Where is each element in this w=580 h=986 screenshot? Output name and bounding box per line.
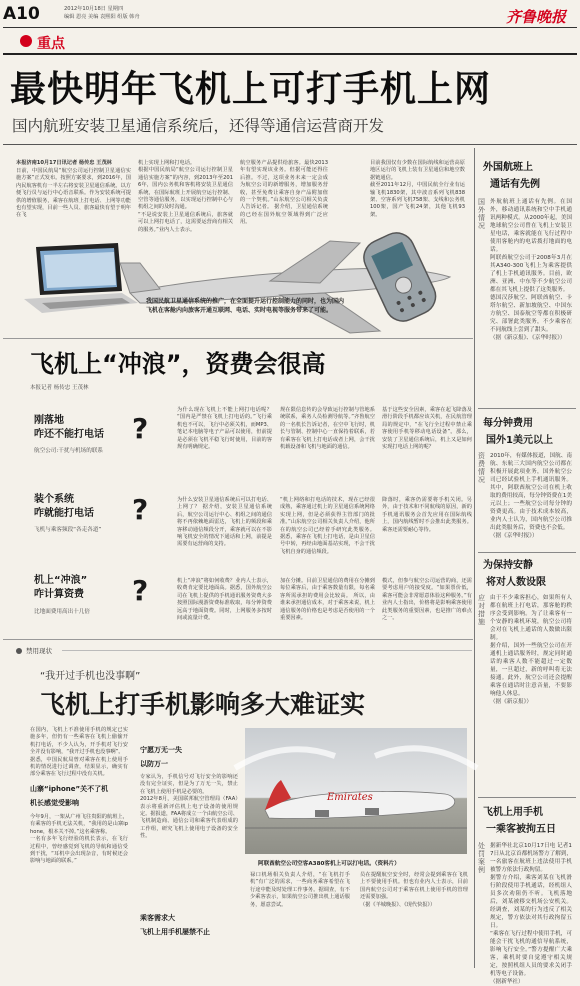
- sec3-title: 飞机上打手机影响多大难证实: [40, 690, 366, 719]
- sec3-col3: 禄口机场相关负责人介绍，“在飞机打手机”有广泛的需求，一些商务乘客希望在飞行途中能及时处理工作事务。据调查，有不少乘客表示，如果航空公司推出机上通话服务，愿意尝试。: [250, 872, 350, 908]
- q2-question-mark: ?: [132, 493, 149, 526]
- side3-body: 由于不少乘客担心，如果所有人都在航班上打电话，那客舱的秩序会受到影响。为了让乘客有一个安静的乘机环境，航空公司将会对在飞机上通话的人数做出限制。 据介绍，国外一些航空公司在开通机上通话服务时，规定同时通话的乘客人数不能超过一定数量，一旦超过，新的呼叫将无法接通。此外，航空公司还会提醒乘客在通话时注意音量，不要影响他人休息。 （据《新京报》）: [490, 595, 572, 705]
- lead-column-3: 航空服务产品提供给旅客。最快2013年有望实现该业务。但据可能还得往后推。不过，这项业务未来一定会成为航空公司的新增服务，增加服务营收，甚至免费让乘客自身产品附加值的一个契机。”山东航空公司相关负责人告诉记者。 据介绍，卫星通信系统的已经在国外航空领域得到广泛应用。: [240, 160, 328, 226]
- q3-col1: 机上“冲浪”将如何收费？业内人士表示，收费肯定要比地面高。据悉，国外航空公司在飞机上提供的手机通讯服务资费大多按照国际漫游资费标准收取，每分钟资费远高于地面资费。同时，上网服务多按时间或流量计费。: [177, 578, 272, 622]
- sec3-col2: 专家认为，手机信号对飞行安全的影响还没有完全证实，但是为了万无一失，禁止在飞机上使用手机是必要的。 2012年8月，美国联邦航空管理局（FAA）表示将重新评估机上电子设备的使用规定。据报道，FAA将成立一个由航空公司、飞机制造商、通信公司和乘客代表组成的工作组，研究飞机上使用电子设备的安全性。: [140, 774, 238, 840]
- sec3-subhead-2: 宁愿万无一失 以防万一: [140, 746, 182, 768]
- side1-body: 外航航班上通话有先例。在国外，移动通讯系统和空中手机通讯两种模式。从2000年起，美国地球航空公司曾在飞机上安装卫星电话，乘客就能在飞行过程中使用客舱内的电话拨打地面的电话。 阿联酋航空公司于2008年3月在其A340-300飞机上为乘客提供了机上手机通讯服务。目前，欧洲、亚洲、中东等不少航空公司都在其飞机上提供了这类服务。 德国汉莎航空、阿联酋航空、卡塔尔航空、新加坡航空、中国东方航空、国泰航空等都在积极研究、部署此类服务，不少乘客在不同航线上尝到了甜头。 （据《新京报》、《京华时报》）: [490, 199, 572, 341]
- lead-column-2: 机上实现上网和打电话。 根据中国民航局“航空公司运行控制卫星通信实施方案”的内容，到2013年至2016年，国内公务机和客机将安装卫星通信系统，在国际航班上开展航空运行控制、空管等通信服务，以实现运行控制中心与机组之间的及时沟通。 “不是说安装上卫星通信系统后，旅客就可以上网打电话了，这需要运营商有相关的服务。”业内人士表示。: [138, 160, 233, 233]
- side2-header: 每分钟费用: [483, 418, 533, 429]
- q3-question-mark: ?: [132, 574, 149, 607]
- lead-byline: 本报济南10月17日讯记者 杨传忠 王茂林: [16, 160, 112, 166]
- side1-tag: 国外情况: [478, 198, 485, 230]
- section-icon: [20, 35, 32, 47]
- q1-col2: 规在限信息传的会导致运行控制与管地系统联系，乘务人员检测导航等。”齐鲁航空的一名机长告诉记者，在空中飞行时，机长与管制、控制中心一直保持着联系，若有乘客在飞机上打电话或者上网，会干扰机载设备和飞机与地面的通信。: [280, 407, 375, 451]
- sec3-kicker-dot: [16, 648, 22, 654]
- airline-livery: Emirates: [327, 792, 373, 803]
- main-title: 最快明年飞机上可打手机上网: [10, 69, 492, 110]
- newspaper-logo: 齐鲁晚报: [505, 8, 566, 26]
- q2-subtitle: 飞机与乘客频段“各走各道”: [34, 527, 102, 533]
- side4-body: 据新华社北京10月17日电 记者17日从北京首都机场警方了解到，一名旅客在航班上违法使用手机被警方依法行政拘留。 据警方介绍，乘客刘某在飞机滑行阶段使用手机通话，经机组人员多次劝阻仍不听。飞机落地后，刘某被移交机场公安机关。经调查，刘某的行为违反了相关规定，警方依法对其行政拘留五日。 “乘客在飞行过程中使用手机，可能会干扰飞机的通信导航系统，影响飞行安全。”警方提醒广大乘客，乘机时要自觉遵守相关规定，按照机组人员的要求关闭手机等电子设备。 （据新华社）: [490, 843, 572, 985]
- sec2-byline: 本报记者 杨传忠 王茂林: [30, 385, 89, 391]
- q2-col2: “机上网络和打电话的技术，现在已经很成熟，乘客通过机上的卫星通信系统网络实现上网，但是必须获得主管部门的批准。”山东航空公司相关负责人介绍，他所在的航空公司已经着手研究此类服务。 据悉，乘客在飞机上打电话，是由卫星信号中转，再经由地面基站实现，不会干扰飞机自身的通信频段。: [280, 497, 375, 555]
- q1-title: 刚落地 咋还不能打电话: [34, 415, 104, 440]
- sec3-col4: 员在提醒航空安全时，经常会提到乘客在飞机上不要使用手机。但也有业内人士表示，目前国内航空公司对于乘客在机上使用手机的管理还需要加强。 （据《羊城晚报》、《现代快报》）: [360, 872, 468, 908]
- q3-col2: 加在分摊。目前卫星通信的费用在分摊到每位乘客后，由于乘客数量有限，每名乘客所需承担的费用会比较高。 所以，由谁来承担通信成本，对于乘客来说，机上通信服务的价格也是考虑是否使用的一个重要因素。: [280, 578, 375, 622]
- q1-col3: 基于这些安全因素，乘客在起飞降落及滑行阶段手机都应该关机，在民航管理局的规定中，“在飞行全过程中禁止乘客使用手机等移动电话设备”。那么，安装了卫星通信系统后，机上又是如何实现打电话上网的呢？: [382, 407, 472, 451]
- sec3-quote: “我开过手机也没事啊”: [40, 671, 141, 682]
- q3-col3: 模式，但参与航空公司运营的商，还需要考虑用户的接受度。“如果票价低，乘客可能会非常愿意体验这种服务。”有业内人士指出，价格将是影响乘客使用此类服务的重要因素，也是推广的难点之一。: [382, 578, 472, 622]
- editor-line: 编辑 恩亮 美编 袁熙阳 组版 韩舟: [64, 14, 140, 20]
- side4-subheader: 一乘客被拘五日: [486, 824, 556, 835]
- side3-subheader: 将对人数设限: [486, 577, 546, 588]
- sec3-subhead-1: 山寨“iphone”关不了机 机长感觉受影响: [30, 785, 109, 807]
- side3-tag: 应对措施: [478, 594, 485, 626]
- side1-header: 外国航班上: [483, 162, 533, 173]
- hero-caption: 我国民航卫星通信系统的推广，在全面提升运行控制能力的同时，也为国内飞机在客舱内向旅客开通互联网、电话、实时电视等服务带来了可能。: [146, 298, 345, 314]
- section-label: 重点: [37, 36, 65, 52]
- photo-caption: 阿联酋航空公司空客A380客机上可以打电话。（资料片）: [258, 861, 400, 867]
- q1-col1: 为什么现在飞机上不能上网打电话呢？ “国内是严禁在飞机上打电话的。”飞行乘机也不可以，飞行中必须关机，而MP3、笔记本电脑等电子产品可以使用，但前提是必须在飞机平稳飞行时使用，目前的客规有明确规定。: [177, 407, 272, 451]
- sec3-col1: 在国内，飞机上不准使用手机的规定已实施多年，但仍有一些乘客在飞机上偷偷开机打电话，不少人认为，开手机对飞行安全并没有影响，“我开过手机也没事啊”。 据悉，中国民航局曾对乘客在机上使用手机的情况进行过调查，结果显示，确实有部分乘客在飞行过程中没有关机。: [30, 727, 128, 778]
- q1-question-mark: ?: [132, 412, 149, 445]
- q3-title: 机上“冲浪” 咋计算资费: [34, 575, 88, 600]
- lead-column-4: 目前我国仅有少数在国际航线和运营高原地区运行的飞机上装有卫星通信和地空数据链通信。 截至2011年12月，中国民航全行业有运输飞机1830架，其中波音系列飞机838架、空客系列飞机758架、支线和公务机100架，国产飞机24架，其他飞机93架。: [370, 160, 465, 218]
- side3-header: 为保持安静: [483, 560, 533, 571]
- sec3-col1b: 今年9月，一架从广州飞往贵阳的航班上，有乘客的手机无法关机，“我用的是山寨iphone，根本关不掉。”这名乘客称。 一名有多年飞行经验的机长表示，在飞行过程中，曾经感觉到飞机的导航和通信受到干扰，“耳机中会出现杂音，有时候还会影响与地面的联系。”: [30, 814, 128, 865]
- sec3-subhead-3: 乘客需求大 飞机上用手机屡禁不止: [140, 914, 210, 936]
- side4-tag: 处罚案例: [478, 842, 485, 874]
- side1-subheader: 通话有先例: [490, 179, 540, 190]
- side2-subheader: 国外1美元以上: [486, 435, 553, 446]
- side2-tag: 资费情况: [478, 452, 485, 484]
- page-number: A10: [3, 4, 40, 24]
- sec2-title: 飞机上“冲浪”，资费会很高: [30, 350, 326, 378]
- airplane-phone-illustration: [100, 233, 470, 338]
- main-subtitle: 国内航班安装卫星通信系统后，还得等通信运营商开发: [12, 117, 385, 135]
- q2-col1: 为什么安装卫星通信系统后可以打电话、上网了？ 据介绍，安装卫星通信系统后，航空公司运行中心、机组之间的通信将不再依赖地面雷达，飞机上的频段和乘客移动通信频段分开，乘客就可以在不影响飞机安全的情况下通话和上网，前提是需要有运营商的支持。: [177, 497, 272, 548]
- side4-header: 飞机上用手机: [483, 807, 543, 818]
- q3-subtitle: 比地面费用高出十几倍: [34, 609, 90, 615]
- q2-col3: 降落时，乘客仍需要将手机关闭。另外，由于技术和不同航线的原因，新的手机通讯服务会首先应用在国际航线上，国内航线暂时不会推出此类服务。乘客还需要耐心等待。: [382, 497, 472, 533]
- sec3-kicker: 禁用现状: [26, 647, 52, 655]
- date-line: 2012年10月18日 星期四: [64, 6, 124, 12]
- q1-subtitle: 航空公司:干扰与机场的联系: [34, 448, 104, 454]
- side2-body: 2010年，有媒体报道，国航、南航、东航三大国内航空公司都在积极开展此项业务，国外航空公司已经试验机上手机通讯服务。其中，阿联酋航空公司在机上收取的费用较高，每分钟资费在1美元以上；一些航空公司每分钟的资费更高。由于技术成本较高，业内人士认为，国内航空公司推出此类服务后，资费也不会低。 （据《京华时报》）: [490, 453, 572, 539]
- a380-photo: [245, 728, 467, 854]
- q2-title: 装个系统 咋就能打电话: [34, 494, 94, 519]
- lead-column-1: 日前，中国民航局“航空公司运行控制卫星通信实施方案”正式发布。按照方案要求，到2016年，国内民航客机有一半左右将安装卫星通信系统。以方便飞行员与运行中心语音联系。作为安装系统可提供的增值服务，乘客在航班上打电话、上网等功能也有望实现，目前一些人员、旅客最快有望于明年在飞: [16, 168, 131, 219]
